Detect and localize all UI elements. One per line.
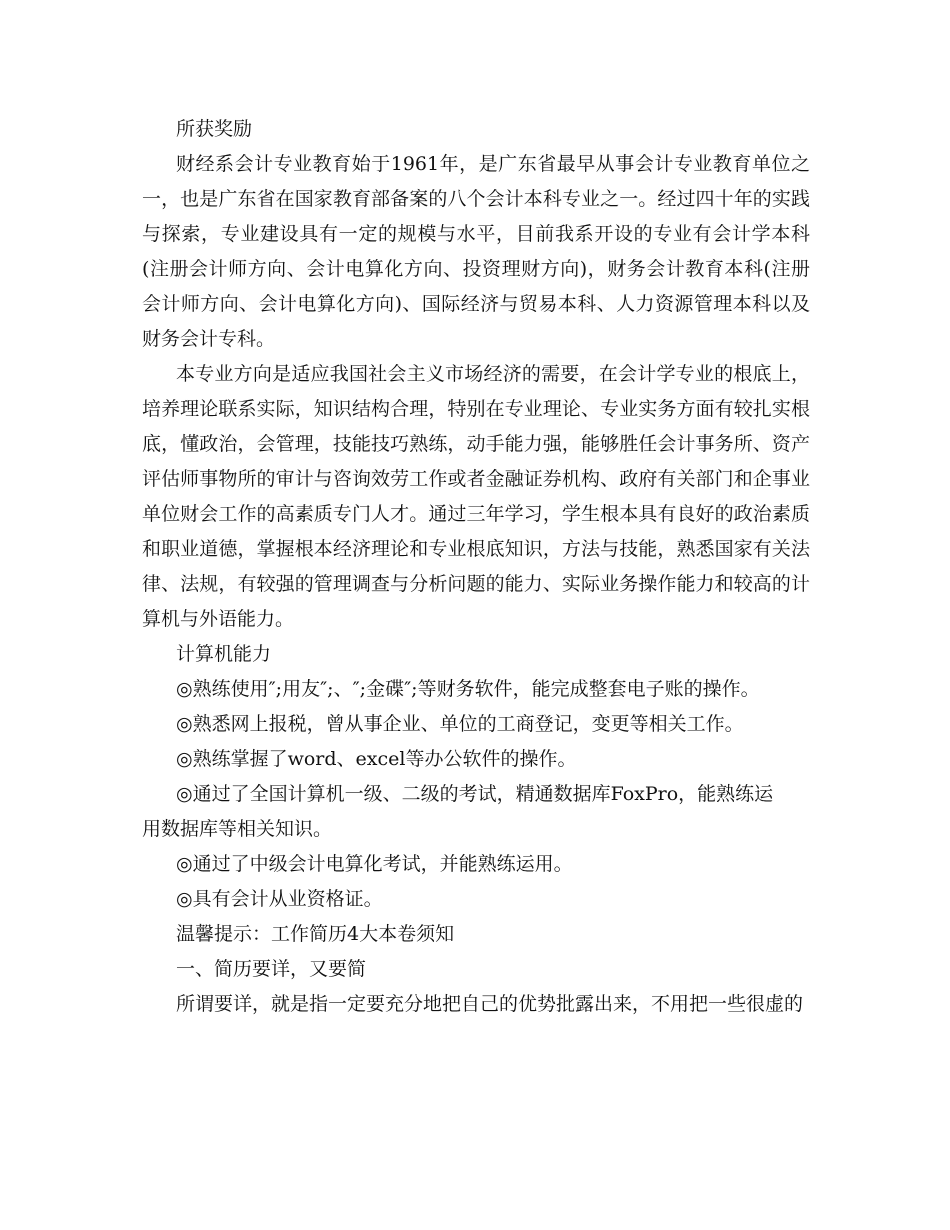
tip-one-paragraph: 所谓要详，就是指一定要充分地把自己的优势批露出来，不用把一些很虚的 <box>176 993 804 1015</box>
computer-skill-item: ◎熟悉网上报税，曾从事企业、单位的工商登记，变更等相关工作。 <box>176 713 744 735</box>
tip-one-heading: 一、简历要详，又要简 <box>176 958 367 980</box>
computer-skill-item: ◎通过了全国计算机一级、二级的考试，精通数据库FoxPro，能熟练运用数据库等相关知识。 <box>142 783 774 840</box>
awards-heading: 所获奖励 <box>176 118 253 140</box>
computer-skill-item: ◎具有会计从业资格证。 <box>176 888 383 910</box>
computer-skill-item: ◎熟练掌握了word、excel等办公软件的操作。 <box>176 748 577 770</box>
department-intro-paragraph: 财经系会计专业教育始于1961年，是广东省最早从事会计专业教育单位之一，也是广东省在国家教育部备案的八个会计本科专业之一。经过四十年的实践与探索，专业建设具有一定的规模与水平，目前我系开设的专业有会计学本科(注册会计师方向、会计电算化方向、投资理财方向)，财务会计教育本科(注册会计师方向、会计电算化方向)、国际经济与贸易本科、人力资源管理本科以及财务会计专科。 <box>142 153 810 350</box>
major-direction-paragraph: 本专业方向是适应我国社会主义市场经济的需要，在会计学专业的根底上，培养理论联系实际，知识结构合理，特别在专业理论、专业实务方面有较扎实根底，懂政治，会管理，技能技巧熟练，动手能力强，能够胜任会计事务所、资产评估师事物所的审计与咨询效劳工作或者金融证券机构、政府有关部门和企事业单位财会工作的高素质专门人才。通过三年学习，学生根本具有良好的政治素质和职业道德，掌握根本经济理论和专业根底知识，方法与技能，熟悉国家有关法律、法规，有较强的管理调查与分析问题的能力、实际业务操作能力和较高的计算机与外语能力。 <box>142 363 810 630</box>
computer-skills-heading: 计算机能力 <box>176 643 272 665</box>
document-body <box>142 112 810 1022</box>
computer-skill-item: ◎熟练使用″;用友″;、″;金碟″;等财务软件，能完成整套电子账的操作。 <box>176 678 760 700</box>
tips-heading: 温馨提示：工作简历4大本卷须知 <box>176 923 455 945</box>
computer-skill-item: ◎通过了中级会计电算化考试，并能熟练运用。 <box>176 853 573 875</box>
